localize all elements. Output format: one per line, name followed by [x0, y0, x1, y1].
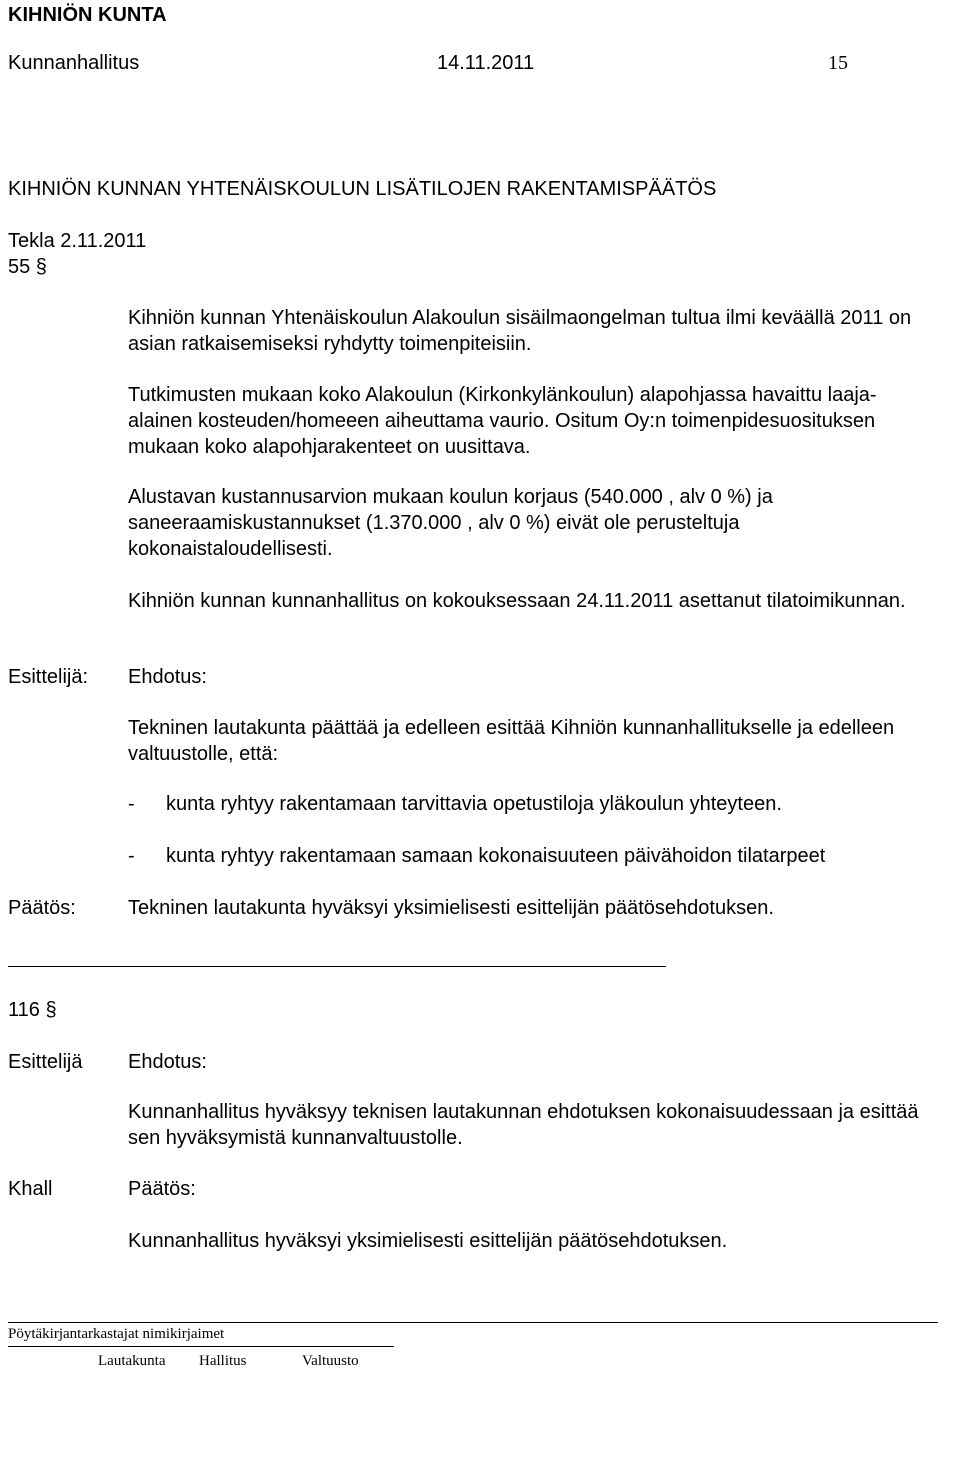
proposal-text: Tekninen lautakunta päättää ja edelleen esittää Kihniön kunnanhallitukselle ja edelleen valtuustolle, että:: [128, 717, 895, 765]
proposal-label: Ehdotus:: [128, 1051, 207, 1073]
board-name: Kunnanhallitus: [8, 52, 140, 74]
bullet-marker: -: [128, 845, 135, 867]
section-number: 116 §: [8, 999, 57, 1021]
paragraph: Alustavan kustannusarvion mukaan koulun korjaus (540.000 , alv 0 %) ja saneeraamiskustannukset (1.370.000 , alv 0 %) eivät ole perusteltuja kokonaistaloudellisesti.: [128, 486, 773, 560]
footer-title: Pöytäkirjantarkastajat nimikirjaimet: [8, 1326, 225, 1342]
proposal-label: Ehdotus:: [128, 666, 207, 688]
proposal-text: Kunnanhallitus hyväksyy teknisen lautakunnan ehdotuksen kokonaisuudessaan ja esittää sen hyväksymistä kunnanvaltuustolle.: [128, 1101, 919, 1149]
header-date: 14.11.2011: [437, 52, 535, 74]
footer-column-lautakunta: Lautakunta: [98, 1353, 166, 1369]
presenter-label: Esittelijä:: [8, 666, 89, 688]
paragraph: Kihniön kunnan Yhtenäiskoulun Alakoulun sisäilmaongelman tultua ilmi keväällä 2011 on asian ratkaisemiseksi ryhdytty toimenpiteisiin.: [128, 307, 912, 355]
bullet-marker: -: [128, 793, 135, 815]
presenter-label: Esittelijä: [8, 1051, 83, 1073]
footer-title-rule: [8, 1346, 394, 1347]
bullet-item: kunta ryhtyy rakentamaan samaan kokonaisuuteen päivähoidon tilatarpeet: [166, 845, 826, 867]
footer-column-valtuusto: Valtuusto: [302, 1353, 359, 1369]
board-label: Khall: [8, 1178, 53, 1200]
footer-top-rule: [8, 1322, 938, 1323]
document-title: KIHNIÖN KUNNAN YHTENÄISKOULUN LISÄTILOJEN RAKENTAMISPÄÄTÖS: [8, 178, 717, 200]
decision-label: Päätös:: [8, 897, 76, 919]
section-number: 55 §: [8, 256, 47, 278]
decision-text: Kunnanhallitus hyväksyi yksimielisesti esittelijän päätösehdotuksen.: [128, 1230, 728, 1252]
footer-column-hallitus: Hallitus: [199, 1353, 247, 1369]
decision-text: Tekninen lautakunta hyväksyi yksimielisesti esittelijän päätösehdotuksen.: [128, 897, 774, 919]
page-number: 15: [828, 52, 848, 74]
decision-label: Päätös:: [128, 1178, 196, 1200]
paragraph: Tutkimusten mukaan koko Alakoulun (Kirkonkylänkoulun) alapohjassa havaittu laaja-alainen kosteuden/homeeen aiheuttama vaurio. Ositum Oy:n toimenpidesuosituksen mukaan koko alapohjarakenteet on uusittava.: [128, 384, 877, 458]
section-divider: [8, 966, 666, 967]
meeting-reference: Tekla 2.11.2011: [8, 230, 147, 252]
bullet-item: kunta ryhtyy rakentamaan tarvittavia opetustiloja yläkoulun yhteyteen.: [166, 793, 782, 815]
paragraph: Kihniön kunnan kunnanhallitus on kokouksessaan 24.11.2011 asettanut tilatoimikunnan.: [128, 590, 906, 612]
municipality-name: KIHNIÖN KUNTA: [8, 4, 167, 26]
